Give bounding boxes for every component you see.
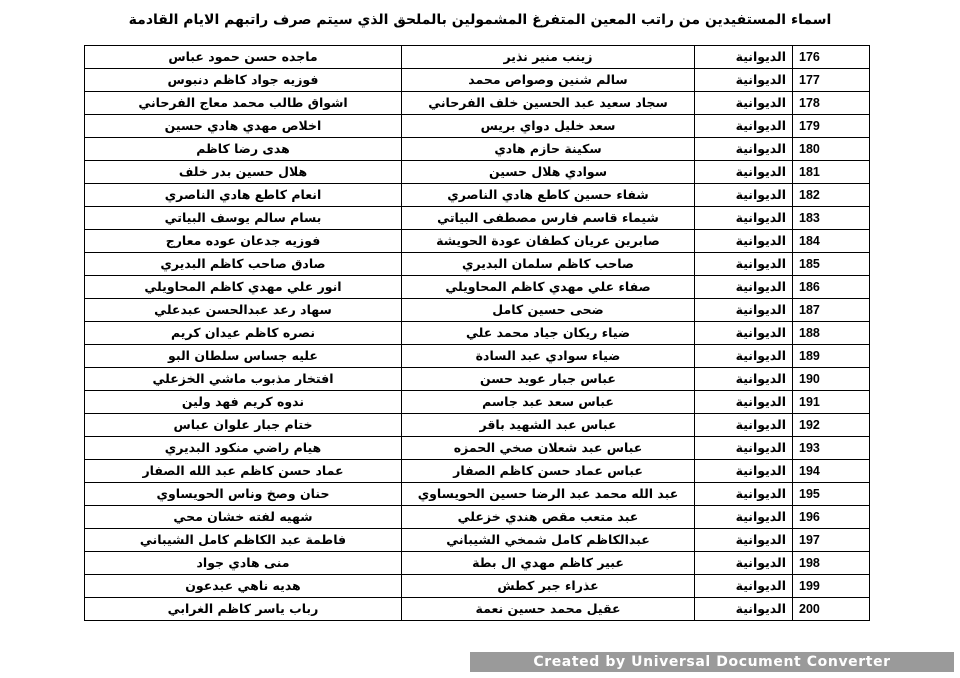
table-row (85, 207, 870, 230)
second-name-cell: عماد حسن كاظم عبد الله الصفار (85, 460, 402, 483)
beneficiary-name-cell: شيماء قاسم فارس مصطفى البياتي (402, 207, 695, 230)
city-cell: الديوانية (695, 437, 793, 460)
beneficiary-name-cell: عبد الله محمد عبد الرضا حسين الحويساوي (402, 483, 695, 506)
second-name-cell: فوزيه جواد كاظم دنبوس (85, 69, 402, 92)
second-name-cell: هلال حسين بدر خلف (85, 161, 402, 184)
beneficiary-name-cell: زينب منير نذير (402, 46, 695, 69)
second-name-cell: ختام جبار علوان عباس (85, 414, 402, 437)
table-row (85, 529, 870, 552)
table-row (85, 138, 870, 161)
beneficiary-name-cell: صفاء علي مهدي كاظم المحاويلي (402, 276, 695, 299)
second-name-cell: شهيه لفته خشان محي (85, 506, 402, 529)
table-row (85, 322, 870, 345)
beneficiary-name-cell: صابرين عريان كطفان عودة الحويشة (402, 230, 695, 253)
row-number: 191 (793, 391, 870, 414)
second-name-cell: صادق صاحب كاظم البديري (85, 253, 402, 276)
row-number: 187 (793, 299, 870, 322)
city-cell: الديوانية (695, 552, 793, 575)
second-name-cell: انعام كاطع هادي الناصري (85, 184, 402, 207)
beneficiary-name-cell: ضياء سوادي عبد السادة (402, 345, 695, 368)
beneficiary-name-cell: عباس عبد شعلان صخي الحمزه (402, 437, 695, 460)
row-number: 198 (793, 552, 870, 575)
second-name-cell: انور علي مهدي كاظم المحاويلي (85, 276, 402, 299)
city-cell: الديوانية (695, 414, 793, 437)
second-name-cell: بسام سالم يوسف البياتي (85, 207, 402, 230)
table-row (85, 391, 870, 414)
second-name-cell: ماجده حسن حمود عباس (85, 46, 402, 69)
table-row (85, 299, 870, 322)
beneficiary-name-cell: ضياء ريكان جياد محمد علي (402, 322, 695, 345)
beneficiary-name-cell: صاحب كاظم سلمان البديري (402, 253, 695, 276)
city-cell: الديوانية (695, 161, 793, 184)
beneficiary-name-cell: عباس عماد حسن كاظم الصفار (402, 460, 695, 483)
row-number: 200 (793, 598, 870, 621)
row-number: 192 (793, 414, 870, 437)
beneficiary-name-cell: عقيل محمد حسين نعمة (402, 598, 695, 621)
row-number: 179 (793, 115, 870, 138)
city-cell: الديوانية (695, 138, 793, 161)
table-row (85, 552, 870, 575)
row-number: 194 (793, 460, 870, 483)
table-row (85, 276, 870, 299)
second-name-cell: رباب ياسر كاظم الغرابي (85, 598, 402, 621)
row-number: 183 (793, 207, 870, 230)
second-name-cell: فوزيه جدعان عوده معارج (85, 230, 402, 253)
row-number: 188 (793, 322, 870, 345)
table-row (85, 230, 870, 253)
second-name-cell: ندوه كريم فهد ولين (85, 391, 402, 414)
table-row (85, 92, 870, 115)
table-row (85, 46, 870, 69)
row-number: 176 (793, 46, 870, 69)
beneficiary-name-cell: عبير كاظم مهدي ال بطة (402, 552, 695, 575)
city-cell: الديوانية (695, 207, 793, 230)
row-number: 177 (793, 69, 870, 92)
city-cell: الديوانية (695, 483, 793, 506)
table-row (85, 598, 870, 621)
table-row (85, 414, 870, 437)
second-name-cell: فاطمة عبد الكاظم كامل الشيباني (85, 529, 402, 552)
second-name-cell: سهاد رعد عبدالحسن عبدعلي (85, 299, 402, 322)
table-row (85, 161, 870, 184)
row-number: 190 (793, 368, 870, 391)
table-row (85, 368, 870, 391)
table-row (85, 506, 870, 529)
table-row (85, 115, 870, 138)
table-row (85, 69, 870, 92)
beneficiary-name-cell: عباس جبار عويد حسن (402, 368, 695, 391)
row-number: 181 (793, 161, 870, 184)
table-row (85, 345, 870, 368)
city-cell: الديوانية (695, 460, 793, 483)
row-number: 186 (793, 276, 870, 299)
row-number: 195 (793, 483, 870, 506)
document-title: اسماء المستفيدين من راتب المعين المتفرغ المشمولين بالملحق الذي سيتم صرف راتبهم الايام القادمة (128, 12, 832, 28)
beneficiaries-table (84, 45, 870, 621)
city-cell: الديوانية (695, 345, 793, 368)
table-row (85, 460, 870, 483)
second-name-cell: هديه ناهي عبدعون (85, 575, 402, 598)
city-cell: الديوانية (695, 230, 793, 253)
second-name-cell: عليه جساس سلطان البو (85, 345, 402, 368)
city-cell: الديوانية (695, 69, 793, 92)
city-cell: الديوانية (695, 391, 793, 414)
row-number: 178 (793, 92, 870, 115)
city-cell: الديوانية (695, 276, 793, 299)
second-name-cell: اخلاص مهدي هادي حسين (85, 115, 402, 138)
beneficiary-name-cell: سجاد سعيد عبد الحسين خلف الفرحاني (402, 92, 695, 115)
beneficiary-name-cell: عباس سعد عبد جاسم (402, 391, 695, 414)
city-cell: الديوانية (695, 115, 793, 138)
city-cell: الديوانية (695, 299, 793, 322)
row-number: 197 (793, 529, 870, 552)
beneficiary-name-cell: سكينة حازم هادي (402, 138, 695, 161)
beneficiary-name-cell: ضحى حسين كامل (402, 299, 695, 322)
table-row (85, 253, 870, 276)
row-number: 189 (793, 345, 870, 368)
table-row (85, 483, 870, 506)
beneficiary-name-cell: عباس عبد الشهيد باقر (402, 414, 695, 437)
city-cell: الديوانية (695, 529, 793, 552)
converter-watermark: Created by Universal Document Converter (470, 652, 954, 672)
city-cell: الديوانية (695, 506, 793, 529)
second-name-cell: نصره كاظم عيدان كريم (85, 322, 402, 345)
city-cell: الديوانية (695, 184, 793, 207)
row-number: 182 (793, 184, 870, 207)
table-row (85, 437, 870, 460)
table-row (85, 184, 870, 207)
row-number: 199 (793, 575, 870, 598)
beneficiary-name-cell: عبدالكاظم كامل شمخي الشيباني (402, 529, 695, 552)
row-number: 193 (793, 437, 870, 460)
row-number: 184 (793, 230, 870, 253)
city-cell: الديوانية (695, 598, 793, 621)
beneficiary-name-cell: عبد متعب مقص هندي خزعلي (402, 506, 695, 529)
city-cell: الديوانية (695, 575, 793, 598)
row-number: 180 (793, 138, 870, 161)
second-name-cell: حنان وصخ وناس الحويساوي (85, 483, 402, 506)
second-name-cell: هدى رضا كاظم (85, 138, 402, 161)
city-cell: الديوانية (695, 368, 793, 391)
table-body (85, 46, 870, 621)
second-name-cell: اشواق طالب محمد معاج الفرحاني (85, 92, 402, 115)
second-name-cell: هيام راضي منكود البديري (85, 437, 402, 460)
second-name-cell: افتخار مذبوب ماشي الخزعلي (85, 368, 402, 391)
second-name-cell: منى هادي جواد (85, 552, 402, 575)
beneficiary-name-cell: شفاء حسين كاطع هادي الناصري (402, 184, 695, 207)
table-row (85, 575, 870, 598)
city-cell: الديوانية (695, 322, 793, 345)
city-cell: الديوانية (695, 46, 793, 69)
beneficiary-name-cell: سعد خليل دواي بريس (402, 115, 695, 138)
beneficiary-name-cell: سالم شنين وصواص محمد (402, 69, 695, 92)
row-number: 196 (793, 506, 870, 529)
beneficiary-name-cell: عذراء جبر كطش (402, 575, 695, 598)
city-cell: الديوانية (695, 92, 793, 115)
row-number: 185 (793, 253, 870, 276)
beneficiary-name-cell: سوادي هلال حسين (402, 161, 695, 184)
city-cell: الديوانية (695, 253, 793, 276)
